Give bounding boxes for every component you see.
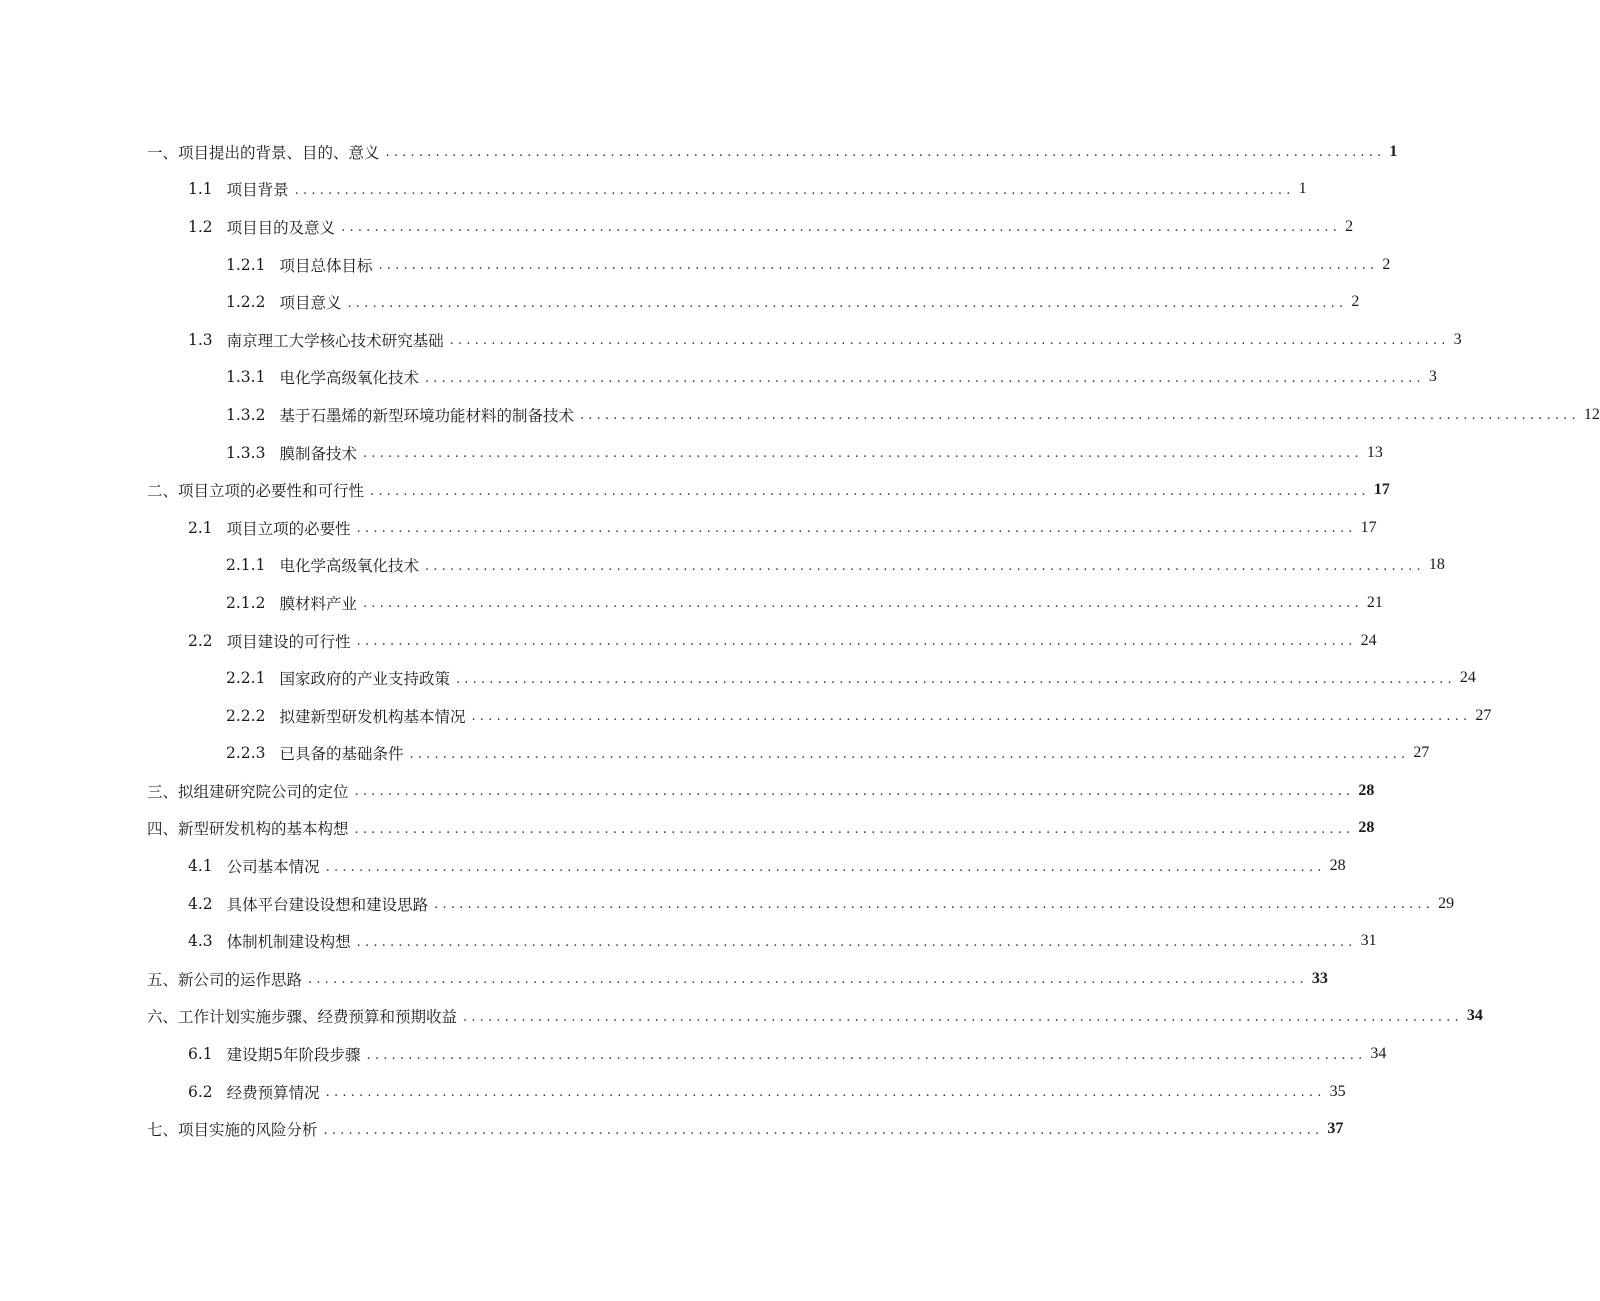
toc-entry-number: 1.2.1 [226, 255, 266, 274]
toc-entry-title: 七、项目实施的风险分析 [147, 1121, 318, 1140]
toc-entry[interactable] [0, 847, 1346, 885]
toc-entry-page: 3 [1453, 330, 1462, 348]
toc-entry[interactable] [0, 584, 1383, 622]
toc-dot-leader: ........................................................................................................................ [409, 746, 1410, 762]
toc-entry-page: 29 [1438, 894, 1455, 912]
toc-entry-number: 2.2.1 [226, 669, 266, 688]
toc-entry-title: 项目目的及意义 [226, 218, 336, 237]
toc-entry-page: 2 [1351, 293, 1360, 311]
toc-dot-leader: ........................................................................................................................ [308, 972, 1308, 988]
toc-dot-leader: ........................................................................................................................ [362, 596, 1363, 612]
toc-entry-page: 34 [1370, 1045, 1387, 1063]
toc-entry[interactable] [0, 772, 1375, 810]
toc-entry[interactable] [0, 359, 1437, 397]
toc-entry[interactable] [0, 208, 1354, 246]
toc-entry[interactable] [0, 434, 1383, 472]
toc-entry[interactable] [0, 283, 1360, 321]
toc-entry-number: 1.3.2 [226, 405, 266, 424]
toc-dot-leader: ........................................................................................................................ [325, 859, 1326, 875]
toc-entry-title: 南京理工大学核心技术研究基础 [226, 331, 444, 350]
toc-entry[interactable] [0, 321, 1462, 359]
toc-entry-title: 项目意义 [279, 294, 342, 313]
toc-entry[interactable] [0, 396, 1600, 434]
table-of-contents [0, 133, 1600, 1148]
toc-entry-page: 13 [1366, 443, 1383, 461]
toc-entry[interactable] [0, 885, 1455, 923]
toc-entry-page: 31 [1360, 932, 1377, 950]
toc-entry-title: 项目建设的可行性 [226, 632, 351, 651]
toc-entry-page: 21 [1366, 593, 1383, 611]
toc-entry-title: 电化学高级氧化技术 [279, 369, 419, 388]
toc-entry-number: 4.3 [188, 932, 213, 951]
toc-dot-leader: ........................................................................................................................ [354, 784, 1355, 800]
toc-entry[interactable] [0, 1035, 1387, 1073]
toc-entry-page: 37 [1327, 1120, 1344, 1138]
toc-entry[interactable] [0, 697, 1492, 735]
toc-entry-page: 3 [1428, 368, 1437, 386]
toc-entry-page: 17 [1360, 518, 1377, 536]
toc-entry-title: 三、拟组建研究院公司的定位 [147, 782, 349, 801]
toc-entry[interactable] [0, 133, 1398, 171]
toc-entry-page: 33 [1311, 969, 1328, 987]
toc-entry-page: 12 [1583, 405, 1600, 423]
toc-entry-page: 35 [1329, 1082, 1346, 1100]
toc-entry[interactable] [0, 960, 1328, 998]
toc-entry-page: 28 [1329, 857, 1346, 875]
toc-entry-title: 国家政府的产业支持政策 [279, 670, 450, 689]
toc-entry-page: 1 [1389, 142, 1398, 160]
toc-entry-number: 6.1 [188, 1045, 213, 1064]
toc-entry-number: 4.2 [188, 894, 213, 913]
toc-entry-number: 6.2 [188, 1082, 213, 1101]
toc-entry-title: 基于石墨烯的新型环境功能材料的制备技术 [279, 406, 574, 425]
toc-dot-leader: ........................................................................................................................ [385, 145, 1386, 161]
toc-entry-title: 公司基本情况 [226, 858, 320, 877]
toc-dot-leader: ........................................................................................................................ [347, 295, 1348, 311]
toc-entry[interactable] [0, 171, 1307, 209]
toc-entry-number: 2.1 [188, 518, 213, 537]
toc-dot-leader: ........................................................................................................................ [356, 934, 1357, 950]
toc-entry-title: 电化学高级氧化技术 [279, 557, 419, 576]
toc-entry-number: 1.3.3 [226, 443, 266, 462]
toc-entry-title: 项目总体目标 [279, 256, 373, 275]
toc-entry[interactable] [0, 547, 1445, 585]
toc-entry-page: 27 [1475, 706, 1492, 724]
toc-entry-page: 34 [1466, 1007, 1483, 1025]
toc-dot-leader: ........................................................................................................................ [356, 634, 1357, 650]
toc-dot-leader: ........................................................................................................................ [449, 333, 1450, 349]
toc-entry-title: 拟建新型研发机构基本情况 [279, 707, 466, 726]
toc-entry-page: 2 [1345, 217, 1354, 235]
toc-entry-page: 2 [1382, 255, 1391, 273]
toc-entry-number: 2.1.2 [226, 593, 266, 612]
toc-dot-leader: ........................................................................................................................ [294, 182, 1295, 198]
toc-dot-leader: ........................................................................................................................ [455, 671, 1456, 687]
toc-dot-leader: ........................................................................................................................ [579, 408, 1580, 424]
toc-entry[interactable] [0, 509, 1377, 547]
toc-entry-title: 体制机制建设构想 [226, 933, 351, 952]
toc-entry-page: 18 [1428, 556, 1445, 574]
toc-dot-leader: ........................................................................................................................ [434, 897, 1435, 913]
toc-dot-leader: ........................................................................................................................ [463, 1009, 1463, 1025]
toc-entry-title: 一、项目提出的背景、目的、意义 [147, 143, 380, 162]
toc-entry-title: 具体平台建设设想和建设思路 [226, 895, 429, 914]
toc-entry[interactable] [0, 735, 1430, 773]
toc-entry-number: 4.1 [188, 857, 213, 876]
toc-entry-page: 27 [1413, 744, 1430, 762]
toc-dot-leader: ........................................................................................................................ [378, 258, 1379, 274]
toc-entry-page: 28 [1358, 781, 1375, 799]
toc-dot-leader: ........................................................................................................................ [424, 370, 1425, 386]
toc-entry-number: 1.1 [188, 180, 213, 199]
toc-entry-number: 1.3.1 [226, 368, 266, 387]
toc-entry-title: 膜材料产业 [279, 594, 357, 613]
toc-entry[interactable] [0, 471, 1390, 509]
toc-entry-title: 项目背景 [226, 181, 289, 200]
toc-entry[interactable] [0, 810, 1375, 848]
toc-entry-title: 已具备的基础条件 [279, 745, 404, 764]
toc-entry-title: 膜制备技术 [279, 444, 357, 463]
toc-entry-page: 17 [1373, 481, 1390, 499]
toc-entry-number: 1.2.2 [226, 293, 266, 312]
toc-entry-number: 2.2 [188, 631, 213, 650]
toc-entry[interactable] [0, 1110, 1344, 1148]
toc-dot-leader: ........................................................................................................................ [424, 558, 1425, 574]
toc-entry[interactable] [0, 998, 1483, 1036]
toc-entry-title: 四、新型研发机构的基本构想 [147, 820, 349, 839]
toc-dot-leader: ........................................................................................................................ [362, 446, 1363, 462]
toc-entry-number: 1.2 [188, 217, 213, 236]
toc-entry-title: 二、项目立项的必要性和可行性 [147, 482, 365, 501]
toc-entry-page: 24 [1360, 631, 1377, 649]
toc-entry-page: 24 [1459, 669, 1476, 687]
toc-dot-leader: ........................................................................................................................ [354, 821, 1355, 837]
toc-entry-title: 五、新公司的运作思路 [147, 970, 303, 989]
toc-entry[interactable] [0, 1073, 1346, 1111]
toc-entry-title: 项目立项的必要性 [226, 519, 351, 538]
toc-entry[interactable] [0, 922, 1377, 960]
toc-dot-leader: ........................................................................................................................ [356, 521, 1357, 537]
toc-dot-leader: ........................................................................................................................ [366, 1047, 1367, 1063]
toc-entry[interactable] [0, 659, 1476, 697]
toc-entry-title: 建设期5年阶段步骤 [226, 1046, 361, 1065]
toc-entry-title: 经费预算情况 [226, 1083, 320, 1102]
toc-dot-leader: ........................................................................................................................ [471, 709, 1472, 725]
toc-dot-leader: ........................................................................................................................ [325, 1085, 1326, 1101]
toc-dot-leader: ........................................................................................................................ [323, 1122, 1324, 1138]
toc-entry-number: 2.2.2 [226, 706, 266, 725]
toc-dot-leader: ........................................................................................................................ [341, 220, 1342, 236]
toc-entry-page: 28 [1358, 819, 1375, 837]
toc-entry[interactable] [0, 622, 1377, 660]
toc-entry-number: 2.1.1 [226, 556, 266, 575]
toc-entry-page: 1 [1298, 180, 1307, 198]
toc-entry-number: 1.3 [188, 330, 213, 349]
toc-dot-leader: ........................................................................................................................ [370, 483, 1370, 499]
toc-entry-number: 2.2.3 [226, 744, 266, 763]
toc-entry-title: 六、工作计划实施步骤、经费预算和预期收益 [147, 1008, 458, 1027]
toc-entry[interactable] [0, 246, 1391, 284]
